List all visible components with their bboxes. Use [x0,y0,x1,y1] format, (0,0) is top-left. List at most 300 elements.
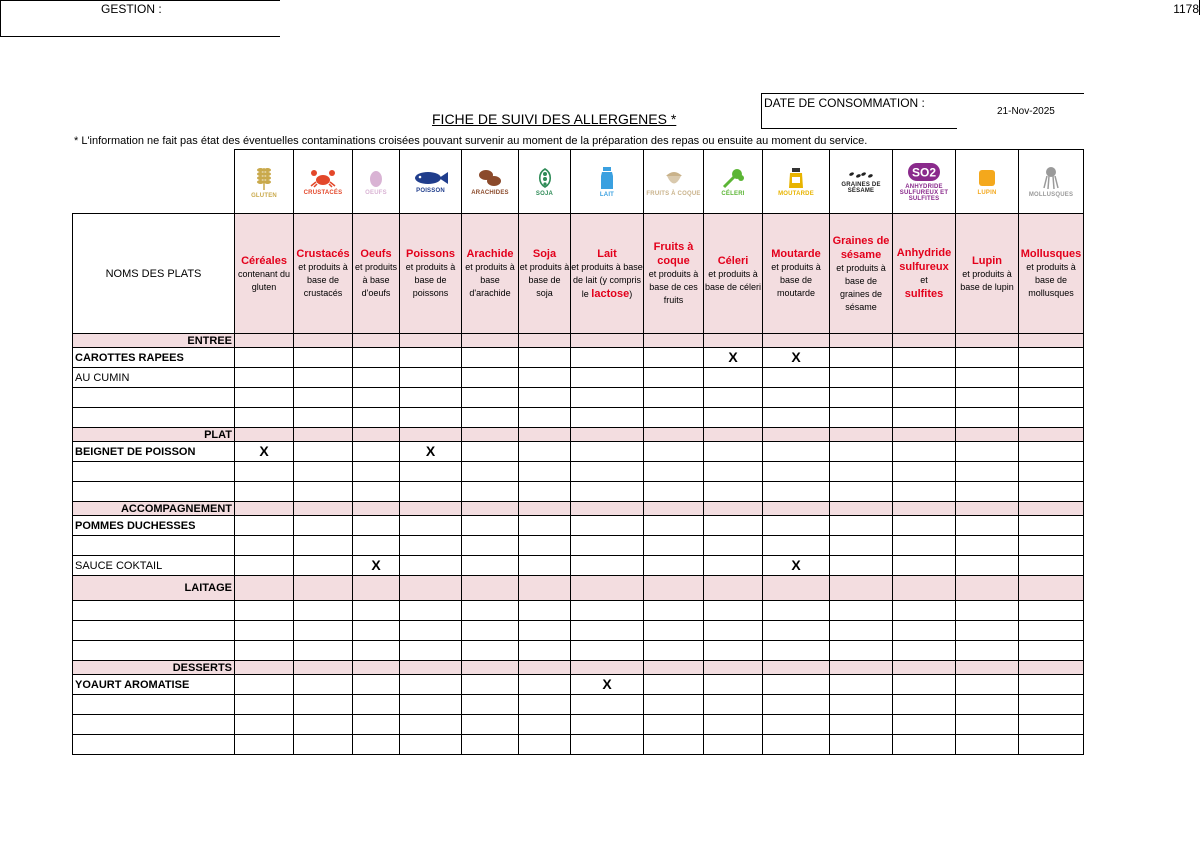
allergen-header [644,214,704,334]
category-cell [519,428,571,442]
plats-header: NOMS DES PLATS [73,214,235,334]
allergen-cell [830,462,893,482]
category-cell [235,502,294,516]
allergen-cell [400,695,462,715]
allergen-cell [462,442,519,462]
category-cell [400,428,462,442]
allergen-cell [1019,715,1084,735]
allergen-cell [1019,348,1084,368]
allergen-cell [830,621,893,641]
celery-icon [721,167,745,189]
table-row [73,442,1084,462]
allergen-cell [400,408,462,428]
allergen-icon-cell [235,150,294,214]
allergen-cell [763,715,830,735]
allergen-cell [462,641,519,661]
allergen-cell [893,442,956,462]
allergen-cell [294,536,353,556]
allergen-cell [294,695,353,715]
allergen-cell [1019,516,1084,536]
category-cell [353,502,400,516]
allergen-cell [704,536,763,556]
category-cell [235,576,294,601]
allergen-cell [704,482,763,502]
svg-text:SO2: SO2 [911,165,937,179]
allergen-cell [519,621,571,641]
allergen-name: Lait [597,247,617,260]
category-cell [519,661,571,675]
allergen-cell [571,348,644,368]
category-cell [294,502,353,516]
allergen-cell [235,641,294,661]
disclaimer-note: * L'information ne fait pas état des éventuelles contaminations croisées pouvant survenir au moment de la préparation des repas ou ensuite au moment du service. [74,135,868,147]
gestion-value: 1178 [1173,2,1199,16]
allergen-cell [1019,735,1084,755]
allergen-cell [704,368,763,388]
dish-name [73,482,235,502]
table-row [73,715,1084,735]
allergen-cell [400,536,462,556]
allergen-cell [462,695,519,715]
allergen-cell [462,388,519,408]
allergen-cell [400,388,462,408]
category-cell [294,428,353,442]
allergen-cell [294,601,353,621]
allergen-icon-label: MOUTARDE [778,190,814,197]
category-cell [1019,428,1084,442]
allergen-cell [519,482,571,502]
allergen-cell [1019,675,1084,695]
category-cell [763,502,830,516]
allergen-cell [235,695,294,715]
allergen-cell [235,348,294,368]
allergen-cell [830,516,893,536]
allergen-cell [462,462,519,482]
allergen-cell [400,462,462,482]
table-row [73,695,1084,715]
peanut-icon [477,168,503,188]
allergen-cell [400,482,462,502]
category-cell [763,428,830,442]
allergen-cell [644,601,704,621]
allergen-cell [571,715,644,735]
allergen-header [294,214,353,334]
allergen-cell [294,675,353,695]
allergen-description: et produits à base d'arachide [465,262,515,298]
allergen-cell [235,408,294,428]
allergen-cell [462,408,519,428]
allergen-cell [353,601,400,621]
allergen-cell [353,516,400,536]
allergen-cell [893,516,956,536]
allergen-icon-label: ARACHIDES [471,189,509,196]
allergen-icon-label: MOLLUSQUES [1028,191,1074,198]
dish-name: CAROTTES RAPEES [73,348,235,368]
category-cell [1019,576,1084,601]
allergen-name: Anhydride sulfureux [896,247,952,273]
category-cell [644,576,704,601]
allergen-cell [571,462,644,482]
allergen-cell [571,556,644,576]
allergen-cell [571,516,644,536]
allergen-cell [353,715,400,735]
allergen-description: et produits à base de céleri [704,268,762,292]
allergen-cell [830,442,893,462]
allergen-cell [893,462,956,482]
allergen-cell [644,556,704,576]
allergen-icon-cell [1019,150,1084,214]
allergen-description: et sulfites [904,275,944,300]
allergen-cell [400,368,462,388]
category-cell [763,334,830,348]
category-cell [956,428,1019,442]
allergen-cell [830,695,893,715]
allergen-cell [1019,462,1084,482]
allergen-cell [1019,536,1084,556]
category-cell [1019,502,1084,516]
allergen-name: Mollusques [1020,248,1082,260]
allergen-header [956,214,1019,334]
allergen-cell [519,388,571,408]
nut-icon [663,167,685,189]
allergen-cell [956,388,1019,408]
allergen-cell [830,536,893,556]
allergen-cell [704,388,763,408]
allergen-cell [956,641,1019,661]
dish-name [73,715,235,735]
allergen-cell [519,715,571,735]
allergen-cell [519,442,571,462]
allergen-cell [763,601,830,621]
allergen-mark: X [425,442,436,459]
allergen-header [235,214,294,334]
allergen-cell [763,621,830,641]
allergen-cell [830,601,893,621]
allergen-header [462,214,519,334]
category-label: DESSERTS [73,661,235,675]
header-blank [73,150,235,214]
category-cell [704,661,763,675]
allergen-cell [956,536,1019,556]
allergen-cell [519,675,571,695]
allergen-cell [235,601,294,621]
allergen-cell [571,675,644,695]
allergen-cell [956,482,1019,502]
table-row [73,735,1084,755]
mustard-icon [787,167,805,189]
allergen-icon-cell [763,150,830,214]
allergen-cell [704,695,763,715]
allergen-cell [519,735,571,755]
lupin-icon [977,168,997,188]
category-cell [519,334,571,348]
category-cell [644,502,704,516]
allergen-header [763,214,830,334]
allergen-cell [704,516,763,536]
category-cell [704,334,763,348]
allergen-name: Graines de sésame [832,234,890,261]
allergen-cell [519,695,571,715]
allergen-cell [400,675,462,695]
allergen-cell [571,408,644,428]
allergen-icon-label: LAIT [599,191,615,198]
allergen-header [519,214,571,334]
allergen-cell [1019,368,1084,388]
allergen-description: et produits à base de mollusques [1026,262,1076,298]
allergen-cell [704,348,763,368]
category-cell [1019,334,1084,348]
dish-name [73,641,235,661]
allergen-icon-label: FRUITS À COQUE [646,190,701,197]
allergen-cell [1019,388,1084,408]
allergen-cell [893,388,956,408]
allergen-icon-cell [400,150,462,214]
allergen-cell [830,675,893,695]
allergen-cell [353,621,400,641]
allergen-cell [893,641,956,661]
allergen-cell [294,556,353,576]
allergen-cell [893,695,956,715]
fish-icon [413,170,449,186]
table-row [73,621,1084,641]
dish-name: POMMES DUCHESSES [73,516,235,536]
allergen-cell [956,556,1019,576]
category-label: PLAT [73,428,235,442]
allergen-cell [294,621,353,641]
allergen-name: Céleri [717,254,749,267]
allergen-cell [462,482,519,502]
category-cell [462,661,519,675]
allergen-cell [519,556,571,576]
allergen-icon-label: POISSON [416,187,445,194]
dish-name [73,695,235,715]
allergen-name: Lupin [972,254,1002,267]
dish-name [73,408,235,428]
allergen-cell [462,715,519,735]
milk-icon [599,166,615,190]
allergen-cell [704,621,763,641]
allergen-description: et produits à base de crustacés [298,262,348,298]
allergen-cell [644,695,704,715]
allergen-cell [956,442,1019,462]
table-row [73,516,1084,536]
allergen-cell [956,675,1019,695]
allergen-icon-label: LUPIN [977,189,997,196]
allergen-table [72,149,1084,755]
allergen-cell [294,368,353,388]
allergen-cell [830,641,893,661]
allergen-cell [830,482,893,502]
category-cell [462,334,519,348]
allergen-cell [353,536,400,556]
date-value: 21-Nov-2025 [997,106,1055,117]
allergen-cell [571,735,644,755]
category-cell [893,661,956,675]
allergen-cell [644,735,704,755]
allergen-mark: X [728,348,738,365]
category-cell [956,334,1019,348]
allergen-cell [235,715,294,735]
allergen-icon-label: GRAINES DE SÉSAME [841,181,881,194]
category-cell [400,661,462,675]
allergen-cell [462,556,519,576]
allergen-name: Arachide [466,248,514,260]
allergen-cell [1019,641,1084,661]
allergen-cell [235,536,294,556]
allergen-cell [519,536,571,556]
allergen-icon-label: CÉLERI [721,190,745,197]
allergen-cell [235,388,294,408]
category-cell [353,428,400,442]
allergen-icon-label: CRUSTACÉS [303,189,343,196]
category-cell [830,428,893,442]
allergen-cell [571,536,644,556]
allergen-header [571,214,644,334]
allergen-cell [763,695,830,715]
allergen-cell [644,621,704,641]
crab-icon [310,168,336,188]
dish-name [73,388,235,408]
allergen-icon-label: GLUTEN [251,192,277,199]
table-row [73,675,1084,695]
allergen-cell [400,556,462,576]
allergen-cell [462,735,519,755]
allergen-cell [1019,556,1084,576]
category-cell [830,334,893,348]
dish-name [73,621,235,641]
allergen-cell [644,516,704,536]
allergen-cell [644,388,704,408]
allergen-cell [956,735,1019,755]
table-row [73,601,1084,621]
allergen-cell [830,368,893,388]
allergen-cell [704,408,763,428]
allergen-cell [644,641,704,661]
allergen-cell [893,675,956,695]
allergen-cell [519,348,571,368]
allergen-cell [763,735,830,755]
category-cell [571,502,644,516]
allergen-cell [400,601,462,621]
allergen-cell [893,348,956,368]
allergen-cell [763,556,830,576]
date-box [761,93,1084,129]
allergen-cell [644,442,704,462]
allergen-cell [893,482,956,502]
allergen-description: et produits à base de lupin [960,268,1014,292]
category-cell [400,334,462,348]
allergen-cell [644,715,704,735]
allergen-icon-cell [519,150,571,214]
allergen-cell [353,482,400,502]
allergen-cell [571,695,644,715]
allergen-description: et produits à base de lait (y compris le lactose) [571,261,643,300]
allergen-cell [1019,482,1084,502]
allergen-cell [893,368,956,388]
allergen-icon-cell [830,150,893,214]
category-cell [294,334,353,348]
category-cell [571,576,644,601]
allergen-cell [353,348,400,368]
allergen-cell [400,621,462,641]
category-cell [704,428,763,442]
allergen-cell [353,641,400,661]
allergen-cell [956,695,1019,715]
category-cell [763,661,830,675]
allergen-cell [644,675,704,695]
allergen-cell [235,482,294,502]
allergen-cell [294,408,353,428]
allergen-cell [571,621,644,641]
gestion-label: GESTION : [101,2,162,16]
allergen-cell [235,621,294,641]
allergen-cell [830,388,893,408]
allergen-cell [294,482,353,502]
allergen-icon-label: OEUFS [365,189,387,196]
category-cell [644,428,704,442]
allergen-cell [704,601,763,621]
category-cell [571,334,644,348]
allergen-cell [571,641,644,661]
allergen-cell [294,641,353,661]
allergen-cell [235,556,294,576]
category-cell [400,576,462,601]
allergen-cell [353,442,400,462]
allergen-cell [462,675,519,695]
dish-name: BEIGNET DE POISSON [73,442,235,462]
category-cell [893,576,956,601]
sulphite-icon [907,162,941,182]
allergen-cell [294,462,353,482]
category-cell [956,661,1019,675]
allergen-cell [571,601,644,621]
allergen-name: Crustacés [296,248,350,260]
allergen-cell [704,462,763,482]
allergen-cell [1019,621,1084,641]
allergen-header [1019,214,1084,334]
allergen-cell [956,408,1019,428]
allergen-cell [400,735,462,755]
allergen-cell [644,368,704,388]
category-cell [353,576,400,601]
category-cell [1019,661,1084,675]
allergen-cell [462,601,519,621]
dish-name [73,735,235,755]
allergen-cell [400,516,462,536]
allergen-icon-cell [571,150,644,214]
category-cell [893,428,956,442]
allergen-cell [519,516,571,536]
allergen-description: et produits à base de graines de sésame [836,262,886,312]
allergen-cell [353,462,400,482]
allergen-cell [519,408,571,428]
table-row [73,348,1084,368]
allergen-cell [353,695,400,715]
category-cell [644,334,704,348]
category-cell [644,661,704,675]
allergen-cell [294,735,353,755]
category-cell [462,576,519,601]
allergen-mark: X [259,442,269,459]
table-row [73,462,1084,482]
category-cell [235,334,294,348]
allergen-cell [519,368,571,388]
allergen-name: Soja [532,248,557,260]
allergen-cell [956,621,1019,641]
allergen-cell [235,675,294,695]
allergen-cell [763,388,830,408]
allergen-header [830,214,893,334]
